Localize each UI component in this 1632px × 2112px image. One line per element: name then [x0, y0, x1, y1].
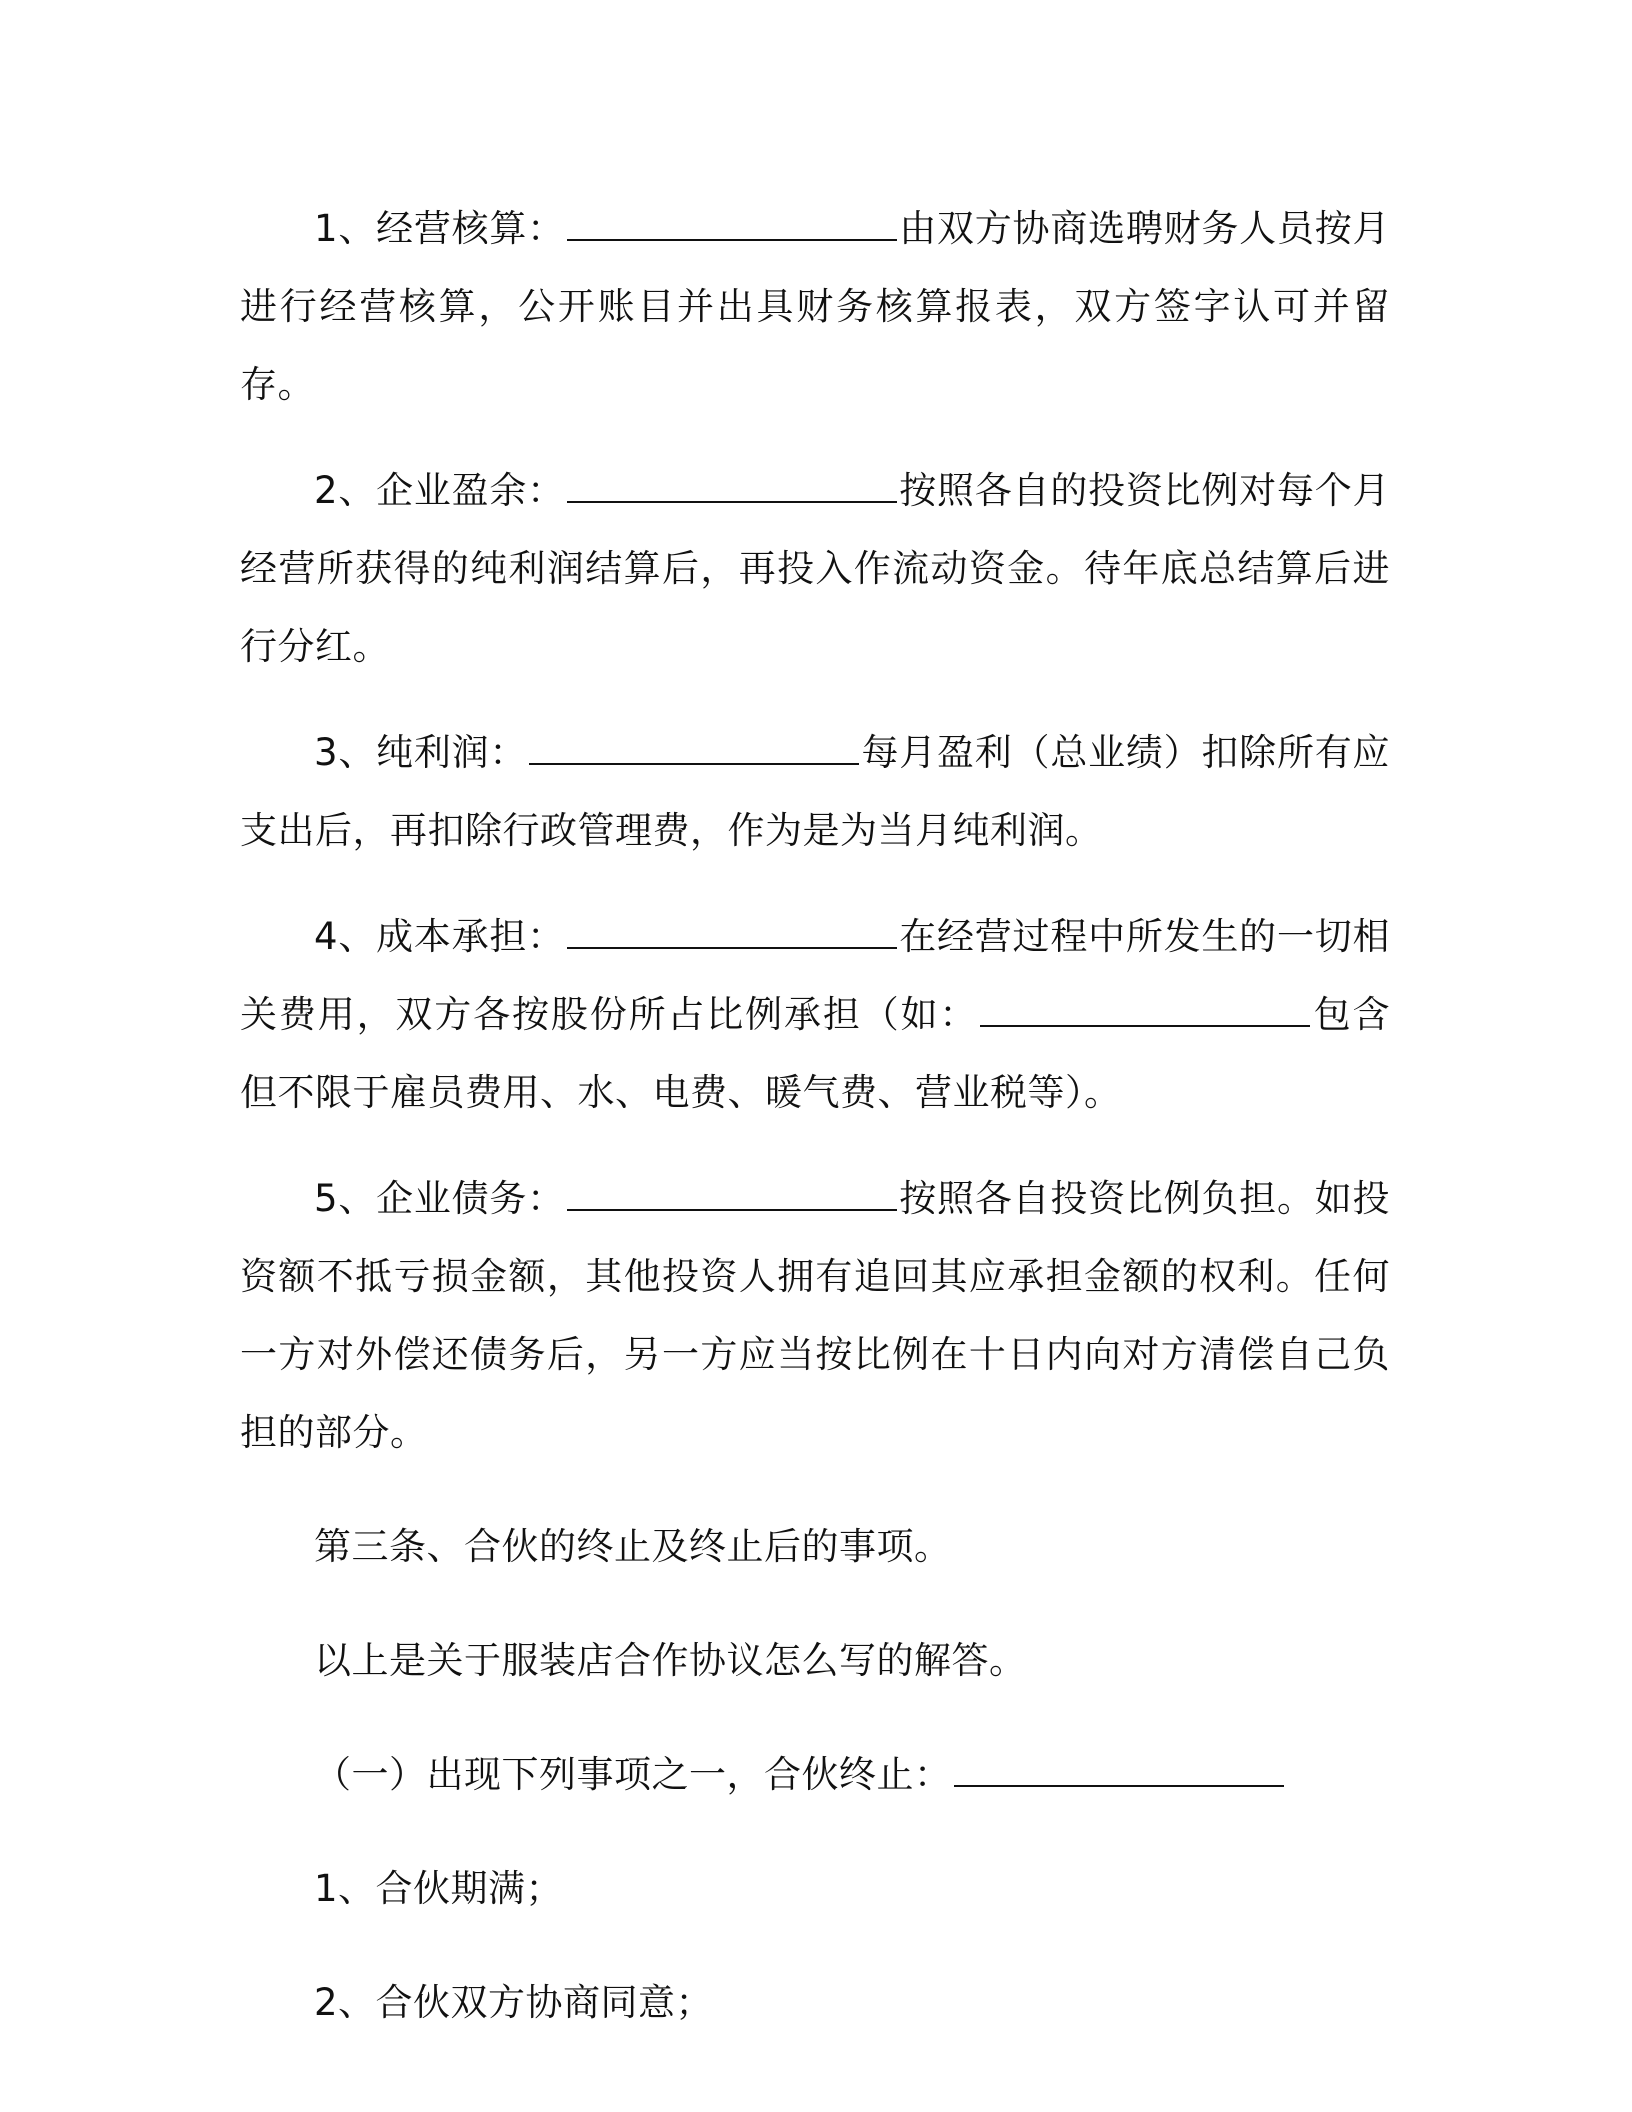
document-page	[240, 190, 1390, 2042]
fill-blank[interactable]	[567, 209, 897, 241]
fill-blank[interactable]	[980, 995, 1310, 1027]
clause-text: 按照各自投资比例负担。如投资额不抵亏损金额，其他投资人拥有追回其应承担金额的权利。任何一方对外偿还债务后，另一方应当按比例在十日内向对方清偿自己负担的部分。	[240, 1177, 1390, 1454]
clause-lead: 3、纯利润：	[314, 731, 528, 774]
clause-text: 每月盈利（总业绩）扣除所有应支出后，再扣除行政管理费，作为是为当月纯利润。	[240, 731, 1391, 852]
clause-accounting	[240, 190, 1390, 424]
termination-heading	[240, 1736, 1390, 1814]
clause-text: 由双方协商选聘财务人员按月进行经营核算，公开账目并出具财务核算报表，双方签字认可并留存。	[240, 207, 1390, 406]
summary-text: 以上是关于服装店合作协议怎么写的解答。	[314, 1639, 1027, 1682]
fill-blank[interactable]	[567, 1179, 897, 1211]
clause-lead: 1、经营核算：	[314, 207, 565, 250]
fill-blank[interactable]	[567, 917, 897, 949]
fill-blank[interactable]	[529, 733, 859, 765]
clause-surplus	[240, 452, 1390, 686]
clause-text-a: 在经营过程中所发生的一切相关费用，双方各按股份所占比例承担（如：	[240, 915, 1390, 1036]
termination-item: 1、合伙期满；	[314, 1867, 564, 1910]
clause-lead: 5、企业债务：	[314, 1177, 565, 1220]
clause-lead: 4、成本承担：	[314, 915, 565, 958]
clause-text-b: 包含但不限于雇员费用、水、电费、暖气费、营业税等）。	[240, 993, 1391, 1114]
fill-blank[interactable]	[954, 1755, 1284, 1787]
termination-item: 2、合伙双方协商同意；	[314, 1981, 714, 2024]
termination-heading-text: （一）出现下列事项之一，合伙终止：	[314, 1753, 952, 1796]
clause-lead: 2、企业盈余：	[314, 469, 565, 512]
article-three-heading: 第三条、合伙的终止及终止后的事项。	[314, 1525, 952, 1568]
fill-blank[interactable]	[567, 471, 897, 503]
clause-debt	[240, 1160, 1390, 1472]
clause-cost-bearing	[240, 898, 1390, 1132]
clause-net-profit	[240, 714, 1390, 870]
clause-text: 按照各自的投资比例对每个月经营所获得的纯利润结算后，再投入作流动资金。待年底总结算后进行分红。	[240, 469, 1390, 668]
